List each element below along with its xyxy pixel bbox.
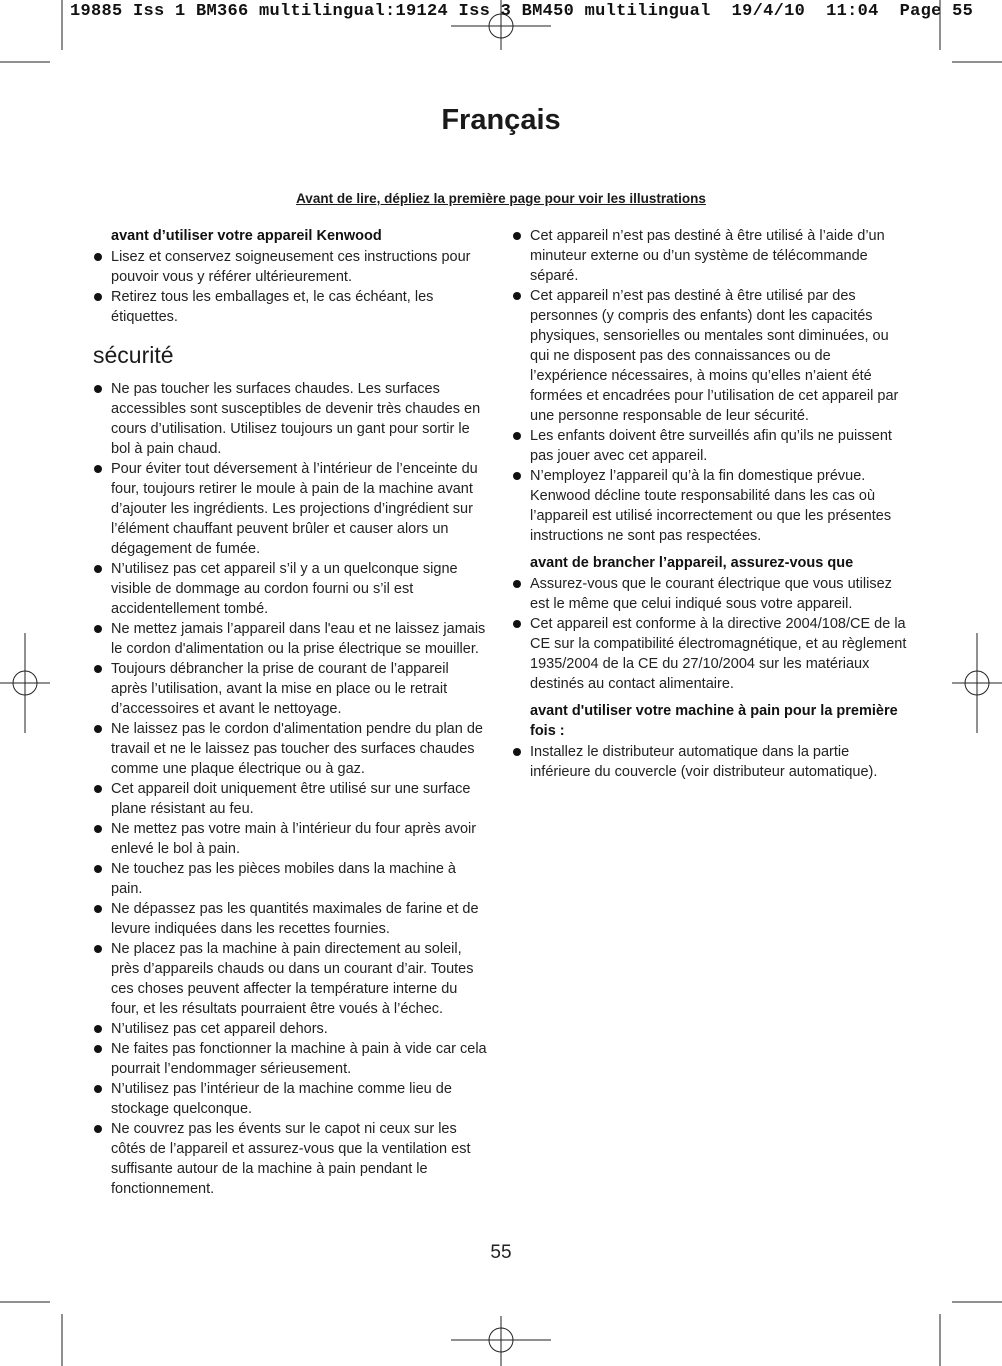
list-item: N’utilisez pas l’intérieur de la machine comme lieu de stockage quelconque.	[93, 1079, 488, 1119]
registration-mark-right	[952, 633, 1002, 733]
intro-heading: avant d’utiliser votre appareil Kenwood	[111, 228, 382, 244]
list-item: Ne pas toucher les surfaces chaudes. Les surfaces accessibles sont susceptibles de devenir très chaudes en cours d’utilisation. Utilisez toujours un gant pour sortir le bol à pain chaud.	[93, 379, 488, 459]
list-item: N’utilisez pas cet appareil dehors.	[93, 1019, 488, 1039]
list-item: N’employez l’appareil qu’à la fin domestique prévue. Kenwood décline toute responsabilité dans les cas où l’appareil est utilisé incorrectement ou que les présentes instructions ne sont pas respectées.	[512, 466, 907, 546]
list-item: Retirez tous les emballages et, le cas échéant, les étiquettes.	[93, 287, 488, 327]
list-item: N’utilisez pas cet appareil s’il y a un quelconque signe visible de dommage au cordon fourni ou s’il est accidentellement tombé.	[93, 559, 488, 619]
list-item: Ne faites pas fonctionner la machine à pain à vide car cela pourrait l’endommager sérieusement.	[93, 1039, 488, 1079]
list-item: Cet appareil doit uniquement être utilisé sur une surface plane résistant au feu.	[93, 779, 488, 819]
first-use-list	[512, 742, 907, 782]
list-item: Ne mettez pas votre main à l’intérieur du four après avoir enlevé le bol à pain.	[93, 819, 488, 859]
registration-mark-bottom	[451, 1316, 551, 1366]
list-item: Ne mettez jamais l’appareil dans l'eau et ne laissez jamais le cordon d'alimentation ou la prise électrique se mouiller.	[93, 619, 488, 659]
print-slug: 19885 Iss 1 BM366 multilingual:19124 Iss 3 BM450 multilingual 19/4/10 11:04 Page 55	[70, 2, 974, 21]
list-item: Ne touchez pas les pièces mobiles dans la machine à pain.	[93, 859, 488, 899]
list-item: Installez le distributeur automatique dans la partie inférieure du couvercle (voir distributeur automatique).	[512, 742, 907, 782]
page-subtitle: Avant de lire, dépliez la première page pour voir les illustrations	[296, 191, 706, 206]
list-item: Ne laissez pas le cordon d'alimentation pendre du plan de travail et ne le laissez pas toucher des surfaces chaudes comme une plaque électrique ou à gaz.	[93, 719, 488, 779]
intro-list	[93, 247, 488, 327]
list-item: Les enfants doivent être surveillés afin qu’ils ne puissent pas jouer avec cet appareil.	[512, 426, 907, 466]
list-item: Pour éviter tout déversement à l’intérieur de l’enceinte du four, toujours retirer le moule à pain de la machine avant d’ajouter les ingrédients. Les projections d’ingrédient sur l’élément chauffant peuvent brûler et causer alors un dégagement de fumée.	[93, 459, 488, 559]
list-item: Ne couvrez pas les évents sur le capot ni ceux sur les côtés de l’appareil et assurez-vous que la ventilation est suffisante autour de la machine à pain pendant le fonctionnement.	[93, 1119, 488, 1199]
registration-mark-left	[0, 633, 50, 733]
left-column	[93, 226, 488, 1199]
registration-mark-top	[451, 0, 551, 50]
plug-list	[512, 574, 907, 694]
list-item: Cet appareil est conforme à la directive 2004/108/CE de la CE sur la compatibilité électromagnétique, et au règlement 1935/2004 de la CE du 27/10/2004 sur les matériaux destinés au contact alimentaire.	[512, 614, 907, 694]
section-title-securite: sécurité	[93, 342, 174, 368]
list-item: Ne placez pas la machine à pain directement au soleil, près d’appareils chauds ou dans un courant d’air. Toutes ces choses peuvent affecter la température interne du four, et les résultats pourraient être voués à l’échec.	[93, 939, 488, 1019]
usage-list	[512, 226, 907, 546]
page-title: Français	[441, 104, 561, 136]
list-item: Lisez et conservez soigneusement ces instructions pour pouvoir vous y référer ultérieurement.	[93, 247, 488, 287]
list-item: Cet appareil n’est pas destiné à être utilisé par des personnes (y compris des enfants) dont les capacités physiques, sensorielles ou mentales sont diminuées, ou qui ne disposent pas des connaissances ou de l’expérience nécessaires, à moins qu’elles n’aient été formées et encadrées pour l’utilisation de cet appareil par une personne responsable de leur sécurité.	[512, 286, 907, 426]
plug-heading: avant de brancher l’appareil, assurez-vous que	[530, 555, 854, 571]
list-item: Toujours débrancher la prise de courant de l’appareil après l’utilisation, avant la mise en place ou le retrait d’accessoires et avant le nettoyage.	[93, 659, 488, 719]
list-item: Assurez-vous que le courant électrique que vous utilisez est le même que celui indiqué sous votre appareil.	[512, 574, 907, 614]
safety-list	[93, 379, 488, 1199]
list-item: Cet appareil n’est pas destiné à être utilisé à l’aide d’un minuteur externe ou d’un système de télécommande séparé.	[512, 226, 907, 286]
list-item: Ne dépassez pas les quantités maximales de farine et de levure indiquées dans les recettes fournies.	[93, 899, 488, 939]
page-number: 55	[490, 1242, 512, 1263]
right-column	[512, 226, 907, 782]
first-use-heading: avant d'utiliser votre machine à pain pour la première fois :	[530, 703, 898, 739]
